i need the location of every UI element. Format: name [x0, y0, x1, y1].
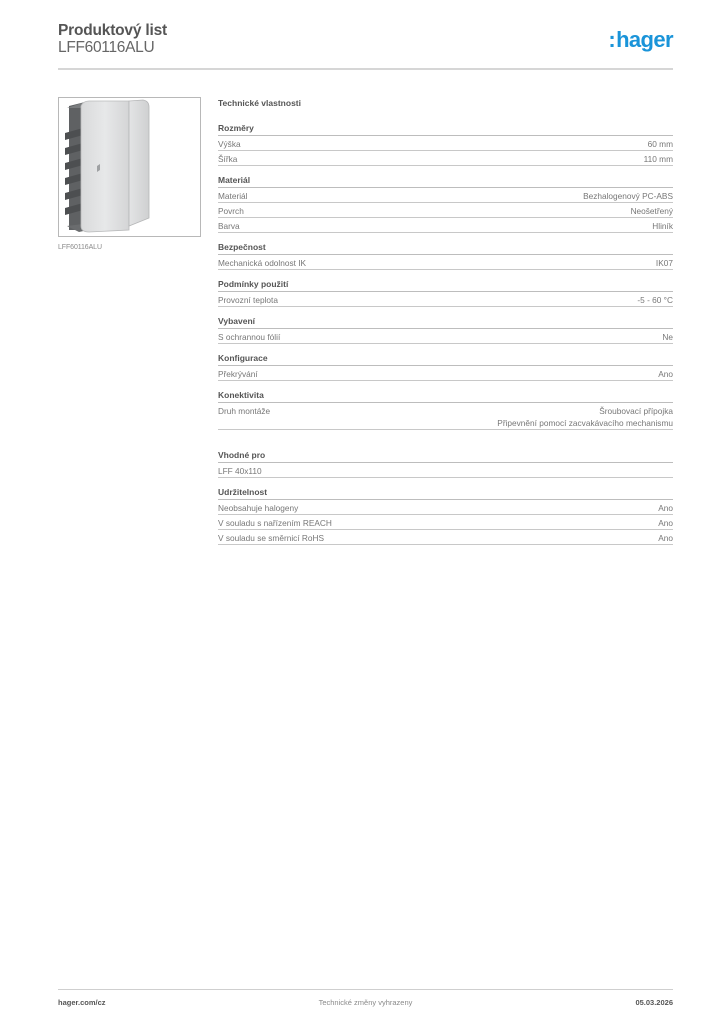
spec-row — [218, 136, 673, 151]
spec-label: Výška — [218, 138, 241, 149]
spec-label: Překrývání — [218, 368, 258, 379]
section-material — [218, 174, 673, 233]
spec-label: Provozní teplota — [218, 294, 278, 305]
section-suitable-for — [218, 449, 673, 478]
spec-value: Bezhalogenový PC-ABS — [583, 190, 673, 201]
spec-value: Ano — [658, 532, 673, 543]
section-connectivity — [218, 389, 673, 430]
product-image-caption: LFF60116ALU — [58, 244, 102, 251]
section-title: Bezpečnost — [218, 241, 673, 255]
section-title: Vybavení — [218, 315, 673, 329]
specs-title: Technické vlastnosti — [218, 98, 301, 108]
spec-label: LFF 40x110 — [218, 465, 262, 476]
footer-disclaimer: Technické změny vyhrazeny — [318, 998, 413, 1007]
spec-label: Šířka — [218, 153, 238, 164]
spec-value: -5 - 60 °C — [637, 294, 673, 305]
spec-label: Materiál — [218, 190, 248, 201]
spec-row — [218, 366, 673, 381]
document-title: Produktový list — [58, 22, 167, 39]
spec-value-multiline — [497, 405, 673, 429]
spec-row — [218, 292, 673, 307]
spec-label: Druh montáže — [218, 405, 271, 416]
footer-date: 05.03.2026 — [635, 998, 673, 1007]
spec-value: Šroubovací přípojka — [599, 405, 673, 416]
spec-value: Hliník — [652, 220, 673, 231]
spec-row — [218, 151, 673, 166]
spec-label: Barva — [218, 220, 240, 231]
spec-value: Ano — [658, 517, 673, 528]
spec-value: 110 mm — [643, 153, 673, 164]
spec-row — [218, 530, 673, 545]
spec-row — [218, 218, 673, 233]
product-photo-icon — [59, 98, 200, 236]
spec-row — [218, 500, 673, 515]
spec-value: 60 mm — [647, 138, 673, 149]
footer-disclaimer-wrap — [58, 998, 673, 1008]
spec-label: Povrch — [218, 205, 244, 216]
section-title: Vhodné pro — [218, 449, 673, 463]
spec-row — [218, 403, 673, 430]
section-safety — [218, 241, 673, 270]
spec-row — [218, 188, 673, 203]
website-link[interactable]: hager.com/cz — [58, 998, 106, 1007]
spec-label: Mechanická odolnost IK — [218, 257, 307, 268]
section-dimensions — [218, 122, 673, 166]
spec-value: Ano — [658, 502, 673, 513]
section-title: Rozměry — [218, 122, 673, 136]
product-image — [58, 97, 201, 237]
section-title: Podmínky použití — [218, 278, 673, 292]
section-title: Materiál — [218, 174, 673, 188]
spec-row — [218, 515, 673, 530]
footer-divider — [58, 989, 673, 990]
header-divider — [58, 68, 673, 70]
spec-label: V souladu se směrnicí RoHS — [218, 532, 325, 543]
spec-value: Připevnění pomocí zacvakávacího mechanismu — [497, 417, 673, 428]
section-sustainability — [218, 486, 673, 545]
section-title: Konfigurace — [218, 352, 673, 366]
product-code: LFF60116ALU — [58, 39, 155, 56]
spec-value: Ano — [658, 368, 673, 379]
spec-label: S ochrannou fólií — [218, 331, 281, 342]
section-equipment — [218, 315, 673, 344]
page-header — [58, 22, 673, 56]
logo-text: hager — [616, 27, 673, 52]
spec-value: IK07 — [655, 257, 673, 268]
section-usage-conditions — [218, 278, 673, 307]
spec-label: Neobsahuje halogeny — [218, 502, 299, 513]
logo-colon: : — [608, 27, 616, 52]
spec-row — [218, 463, 673, 478]
spec-row — [218, 329, 673, 344]
spec-value: Ne — [662, 331, 673, 342]
hager-logo — [608, 28, 673, 52]
spec-value: Neošetřený — [630, 205, 673, 216]
section-title: Konektivita — [218, 389, 673, 403]
section-configuration — [218, 352, 673, 381]
technical-specs — [218, 97, 673, 553]
section-title: Udržitelnost — [218, 486, 673, 500]
spec-row — [218, 255, 673, 270]
spec-row — [218, 203, 673, 218]
spec-label: V souladu s nařízením REACH — [218, 517, 332, 528]
